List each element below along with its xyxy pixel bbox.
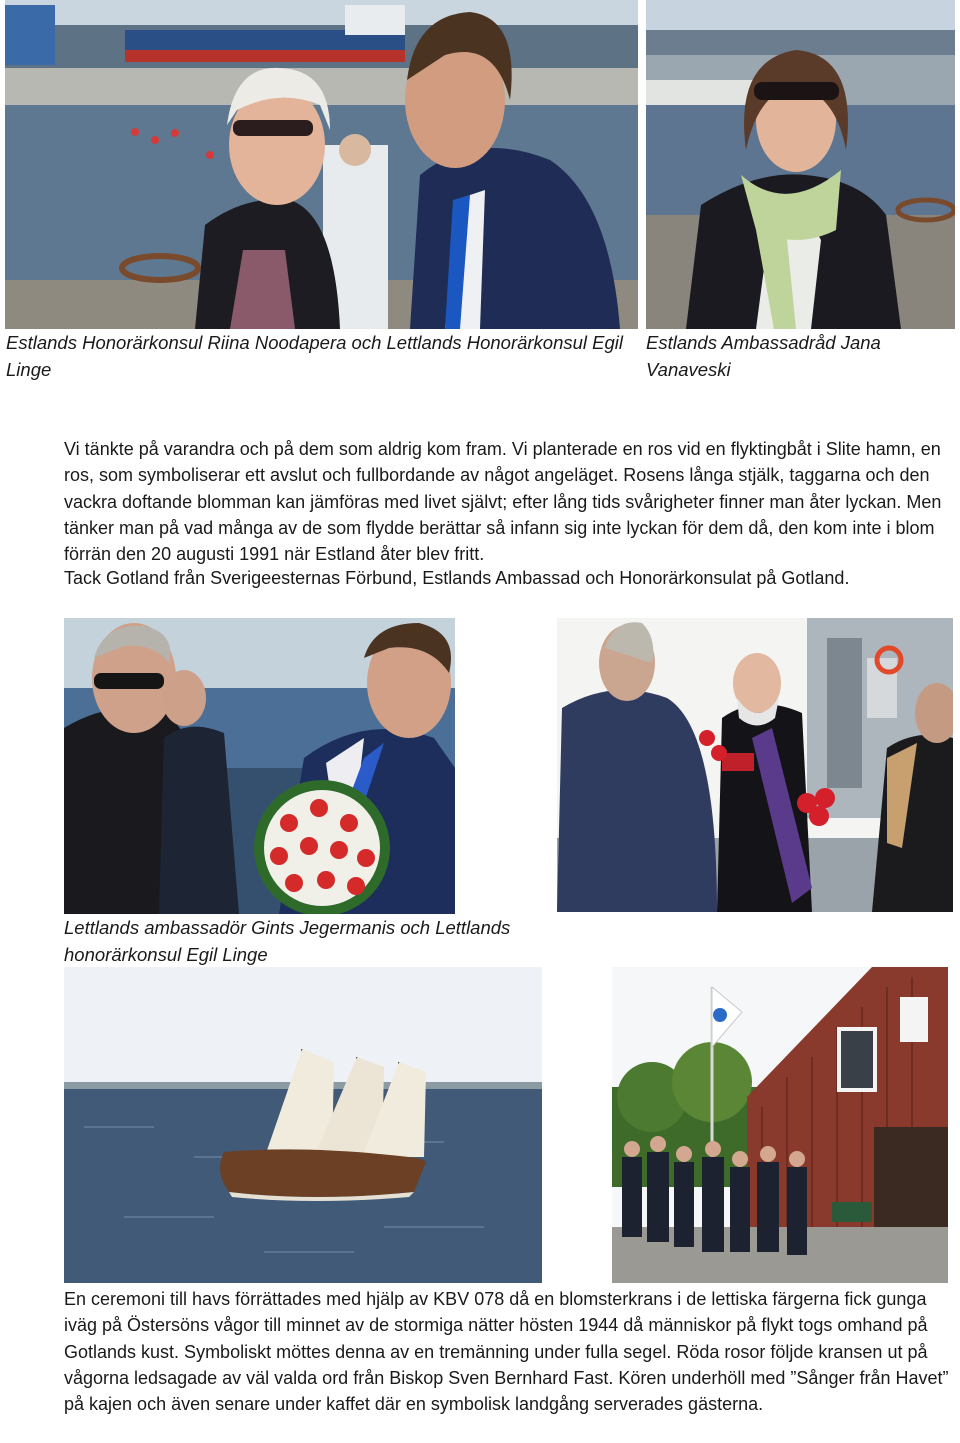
photo-ambassador-counsellor — [646, 0, 955, 329]
paragraph-thanks: Tack Gotland från Sverigeesternas Förbund, Estlands Ambassad och Honorärkonsulat på Gotland. — [64, 568, 850, 588]
photo-sailboat — [64, 967, 542, 1283]
paragraph-ceremony: En ceremoni till havs förrättades med hjälp av KBV 078 då en blomsterkrans i de lettiska färgerna fick gunga iväg på Östersöns vågor till minnet av de stormiga nätter hösten 1944 då människor på flykt togs omhand på Gotlands kust. Symboliskt möttes denna av en tremänning under fulla segel. Röda rosor följde kransen ut på vågorna ledsagade av väl valda ord från Biskop Sven Bernhard Fast. Kören underhöll med ”Sånger från Havet” på kajen och även senare under kaffet där en symbolisk landgång serverades gästerna. — [64, 1289, 949, 1415]
caption-ambassador-counsellor: Estlands Ambassadråd Jana Vanaveski — [646, 332, 881, 380]
photo-wreath-handover — [64, 618, 455, 914]
caption-consuls: Estlands Honorärkonsul Riina Noodapera och Lettlands Honorärkonsul Egil Linge — [6, 332, 624, 380]
photo-barn-gathering — [612, 967, 948, 1283]
paragraph-rose-story: Vi tänkte på varandra och på dem som aldrig kom fram. Vi planterade en ros vid en flyktingbåt i Slite hamn, en ros, som symboliserar ett avslut och fullbordande av något angeläget. Rosens långa stjälk, taggarna och den vackra doftande blomman kan jämföras med livet självt; efter lång tids svårigheter finner man åter lyckan. Men tänker man på vad många av de som flydde berättar så infann sig inte lyckan för dem då, den kom inte i blom förrän den 20 augusti 1991 när Estland åter blev fritt. — [64, 439, 942, 565]
caption-wreath-handover: Lettlands ambassadör Gints Jegermanis och Lettlands honorärkonsul Egil Linge — [64, 917, 511, 965]
photo-bishop-roses — [557, 618, 953, 912]
photo-consuls-harbour — [5, 0, 638, 329]
